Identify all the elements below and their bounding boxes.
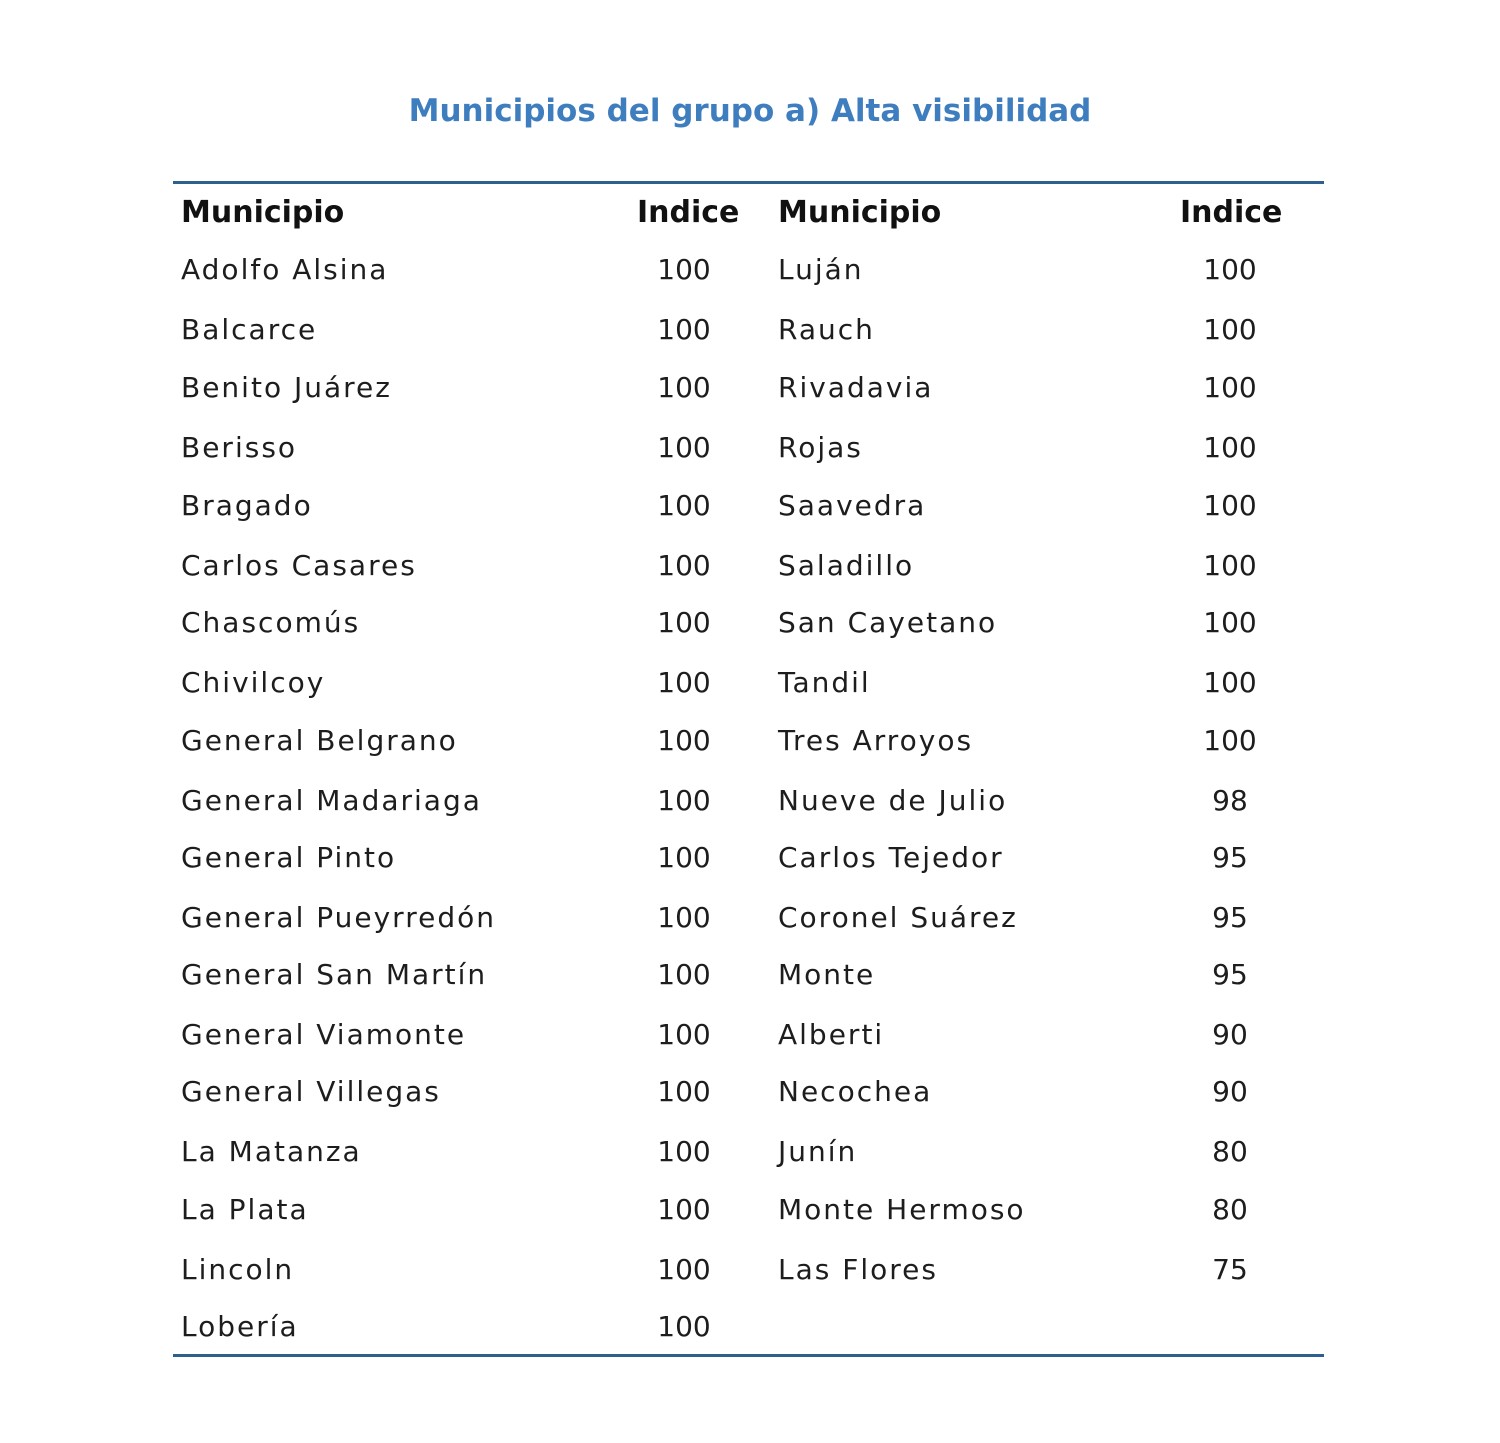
table-row xyxy=(0,310,1500,350)
municipio-cell: Benito Juárez xyxy=(181,371,392,404)
municipio-cell: General Villegas xyxy=(181,1075,441,1108)
municipio-cell: General Pueyrredón xyxy=(181,901,496,934)
indice-cell: 100 xyxy=(1203,666,1257,699)
indice-cell: 95 xyxy=(1212,958,1248,991)
table-row xyxy=(0,250,1500,290)
table-row xyxy=(0,368,1500,408)
table-row xyxy=(0,898,1500,938)
header-left-municipio: Municipio xyxy=(181,195,345,230)
table-row xyxy=(0,1132,1500,1172)
municipio-cell: La Matanza xyxy=(181,1135,362,1168)
table-row xyxy=(0,428,1500,468)
indice-cell: 100 xyxy=(657,1135,711,1168)
table-row xyxy=(0,1307,1500,1347)
indice-cell: 100 xyxy=(657,958,711,991)
municipio-cell: Luján xyxy=(778,253,864,286)
municipio-cell: Monte xyxy=(778,958,876,991)
municipio-cell: Junín xyxy=(778,1135,858,1168)
indice-cell: 100 xyxy=(657,724,711,757)
indice-cell: 100 xyxy=(1203,549,1257,582)
table-row xyxy=(0,546,1500,586)
table-bottom-rule xyxy=(173,1354,1324,1357)
municipio-cell: Necochea xyxy=(778,1075,933,1108)
indice-cell: 100 xyxy=(1203,371,1257,404)
indice-cell: 95 xyxy=(1212,841,1248,874)
municipio-cell: General Belgrano xyxy=(181,724,458,757)
table-row xyxy=(0,1015,1500,1055)
indice-cell: 100 xyxy=(657,313,711,346)
municipio-cell: Saavedra xyxy=(778,489,927,522)
municipio-cell: Carlos Tejedor xyxy=(778,841,1004,874)
indice-cell: 100 xyxy=(657,841,711,874)
municipio-cell: Las Flores xyxy=(778,1253,938,1286)
municipio-cell: Lincoln xyxy=(181,1253,295,1286)
indice-cell: 95 xyxy=(1212,901,1248,934)
municipio-cell: Rauch xyxy=(778,313,875,346)
table-row xyxy=(0,838,1500,878)
indice-cell: 80 xyxy=(1212,1193,1248,1226)
municipio-cell: Chascomús xyxy=(181,606,361,639)
municipio-cell: General Madariaga xyxy=(181,784,482,817)
municipio-cell: Bragado xyxy=(181,489,313,522)
municipio-cell: Tandil xyxy=(778,666,871,699)
indice-cell: 100 xyxy=(1203,313,1257,346)
table-row xyxy=(0,1190,1500,1230)
indice-cell: 100 xyxy=(657,549,711,582)
municipio-cell: Monte Hermoso xyxy=(778,1193,1026,1226)
municipio-cell: General Pinto xyxy=(181,841,397,874)
table-row xyxy=(0,603,1500,643)
municipio-cell: Nueve de Julio xyxy=(778,784,1008,817)
indice-cell: 100 xyxy=(657,371,711,404)
municipio-cell: Carlos Casares xyxy=(181,549,417,582)
table-row xyxy=(0,1072,1500,1112)
municipio-cell: La Plata xyxy=(181,1193,309,1226)
municipio-cell: Tres Arroyos xyxy=(778,724,974,757)
municipio-cell: General Viamonte xyxy=(181,1018,467,1051)
municipio-cell: Adolfo Alsina xyxy=(181,253,389,286)
indice-cell: 100 xyxy=(1203,253,1257,286)
table-title: Municipios del grupo a) Alta visibilidad xyxy=(408,93,1092,129)
indice-cell: 98 xyxy=(1212,784,1248,817)
indice-cell: 100 xyxy=(657,489,711,522)
municipio-cell: Balcarce xyxy=(181,313,318,346)
table-row xyxy=(0,486,1500,526)
indice-cell: 100 xyxy=(657,1310,711,1343)
indice-cell: 100 xyxy=(657,1075,711,1108)
table-row xyxy=(0,1250,1500,1290)
header-right-municipio: Municipio xyxy=(778,195,942,230)
indice-cell: 75 xyxy=(1212,1253,1248,1286)
indice-cell: 100 xyxy=(657,666,711,699)
table-top-rule xyxy=(173,181,1324,184)
indice-cell: 90 xyxy=(1212,1018,1248,1051)
municipio-cell: San Cayetano xyxy=(778,606,998,639)
indice-cell: 100 xyxy=(657,431,711,464)
indice-cell: 100 xyxy=(1203,431,1257,464)
indice-cell: 100 xyxy=(657,1193,711,1226)
indice-cell: 90 xyxy=(1212,1075,1248,1108)
indice-cell: 100 xyxy=(1203,606,1257,639)
indice-cell: 80 xyxy=(1212,1135,1248,1168)
table-row xyxy=(0,663,1500,703)
municipio-cell: Coronel Suárez xyxy=(778,901,1018,934)
municipio-cell: Rojas xyxy=(778,431,863,464)
table-row xyxy=(0,955,1500,995)
indice-cell: 100 xyxy=(1203,724,1257,757)
indice-cell: 100 xyxy=(657,1253,711,1286)
municipio-cell: General San Martín xyxy=(181,958,488,991)
indice-cell: 100 xyxy=(657,1018,711,1051)
indice-cell: 100 xyxy=(657,784,711,817)
municipio-cell: Lobería xyxy=(181,1310,299,1343)
municipio-cell: Berisso xyxy=(181,431,298,464)
indice-cell: 100 xyxy=(657,606,711,639)
municipio-cell: Saladillo xyxy=(778,549,915,582)
table-row xyxy=(0,721,1500,761)
indice-cell: 100 xyxy=(657,253,711,286)
table-row xyxy=(0,781,1500,821)
header-right-indice: Indice xyxy=(1180,195,1283,230)
header-left-indice: Indice xyxy=(637,195,740,230)
municipio-cell: Chivilcoy xyxy=(181,666,326,699)
indice-cell: 100 xyxy=(1203,489,1257,522)
municipio-cell: Alberti xyxy=(778,1018,885,1051)
indice-cell: 100 xyxy=(657,901,711,934)
municipio-cell: Rivadavia xyxy=(778,371,934,404)
